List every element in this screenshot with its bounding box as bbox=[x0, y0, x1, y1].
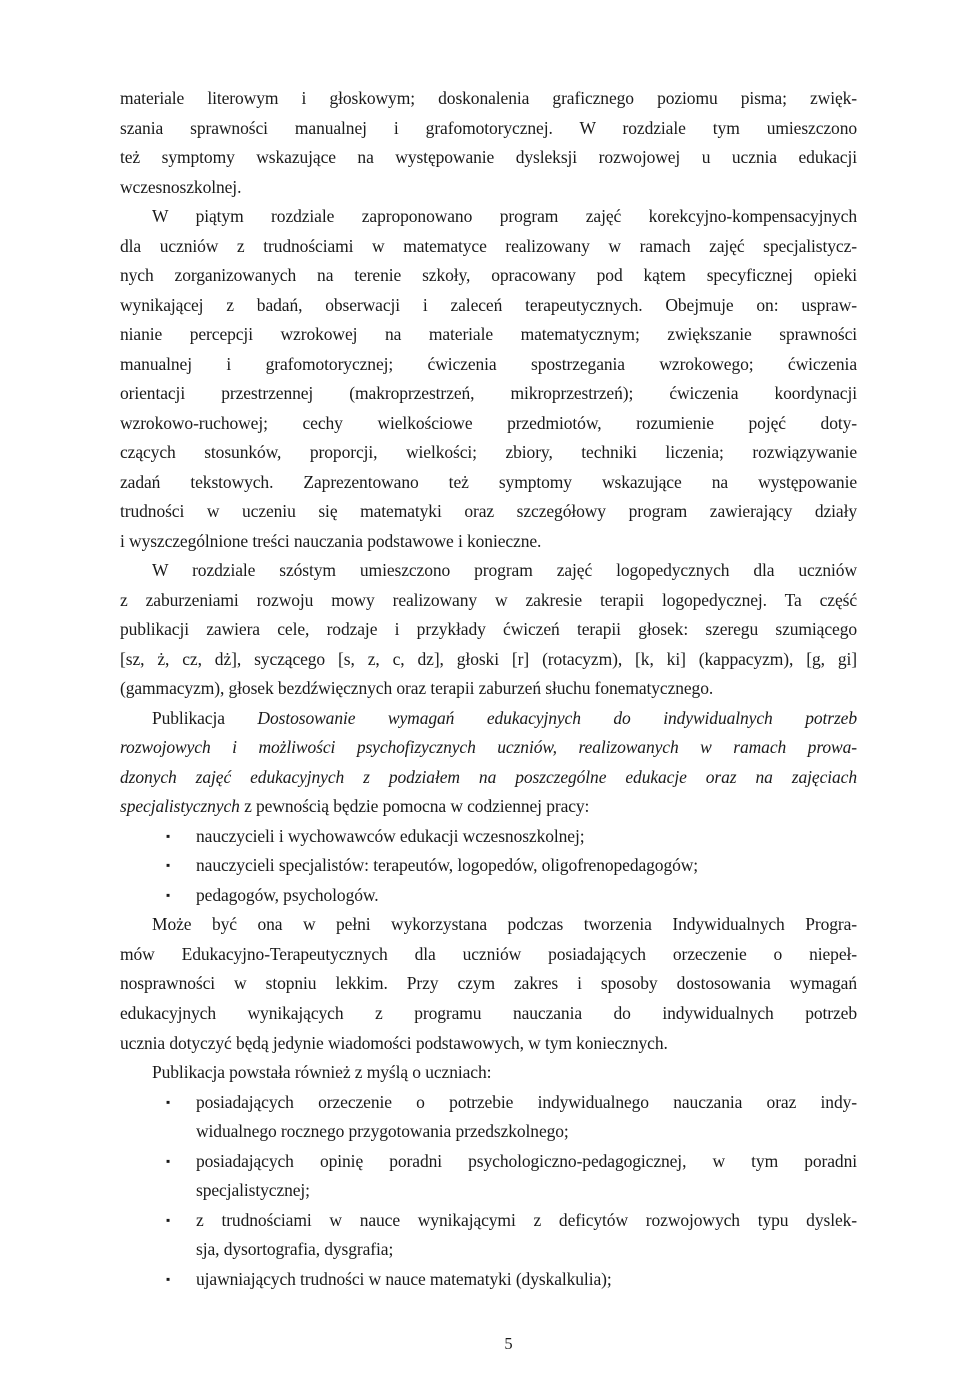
text-line bbox=[120, 173, 857, 203]
text-segment: i wyszczególnione treści nauczania podstawowe i konieczne. bbox=[120, 530, 542, 551]
text-line bbox=[120, 497, 857, 527]
text-segment: nauczycieli i wychowawców edukacji wczesnoszkolnej; bbox=[196, 825, 585, 846]
text-segment: wynikającej z badań, obserwacji i zaleceń terapeutycznych. Obejmuje on: uspraw- bbox=[120, 294, 857, 315]
text-segment: [sz, ż, cz, dż], syczącego [s, z, c, dz], głoski [r] (rotacyzm), [k, ki] (kappacyzm), [g, gi] bbox=[120, 648, 857, 669]
text-line bbox=[120, 1058, 857, 1088]
text-line bbox=[120, 379, 857, 409]
text-segment: posiadających opinię poradni psychologiczno-pedagogicznej, w tym poradni bbox=[196, 1150, 857, 1171]
text-segment: Może być ona w pełni wykorzystana podczas tworzenia Indywidualnych Progra- bbox=[152, 914, 857, 935]
text-line bbox=[120, 261, 857, 291]
text-segment: W piątym rozdziale zaproponowano program zajęć korekcyjno-kompensacyjnych bbox=[152, 206, 857, 227]
text-line bbox=[120, 1117, 857, 1147]
text-segment: nosprawności w stopniu lekkim. Przy czym zakres i sposoby dostosowania wymagań bbox=[120, 973, 857, 994]
bullet-square-icon: ▪ bbox=[166, 858, 171, 873]
text-segment-italic: Dostosowanie wymagań edukacyjnych do indywidualnych potrzeb bbox=[257, 707, 857, 728]
text-line bbox=[120, 556, 857, 586]
bullet-line bbox=[120, 822, 857, 852]
text-line bbox=[120, 320, 857, 350]
text-line bbox=[120, 291, 857, 321]
text-line bbox=[120, 527, 857, 557]
text-segment: orientacji przestrzennej (makroprzestrzeń, mikroprzestrzeń); ćwiczenia koordynacji bbox=[120, 383, 857, 404]
text-block bbox=[120, 84, 857, 1294]
text-segment: nych zorganizowanych na terenie szkoły, opracowany pod kątem specyficznej opieki bbox=[120, 265, 857, 286]
bullet-line bbox=[120, 1147, 857, 1177]
bullet-line bbox=[120, 881, 857, 911]
bullet-square-icon: ▪ bbox=[166, 1271, 171, 1286]
text-line bbox=[120, 999, 857, 1029]
text-line bbox=[120, 438, 857, 468]
text-line bbox=[120, 468, 857, 498]
text-segment: posiadających orzeczenie o potrzebie indywidualnego nauczania oraz indy- bbox=[196, 1091, 857, 1112]
text-line bbox=[120, 1176, 857, 1206]
bullet-square-icon: ▪ bbox=[166, 828, 171, 843]
text-line bbox=[120, 792, 857, 822]
text-segment: (gammacyzm), głosek bezdźwięcznych oraz terapii zaburzeń słuchu fonematycznego. bbox=[120, 678, 714, 699]
text-segment: trudności w uczeniu się matematyki oraz szczegółowy program zawierający działy bbox=[120, 501, 857, 522]
text-line bbox=[120, 409, 857, 439]
text-line bbox=[120, 586, 857, 616]
text-line bbox=[120, 763, 857, 793]
text-segment: mów Edukacyjno-Terapeutycznych dla uczniów posiadających orzeczenie o niepeł- bbox=[120, 943, 857, 964]
text-segment-italic: rozwojowych i możliwości psychofizycznych uczniów, realizowanych w ramach prowa- bbox=[120, 737, 857, 758]
text-segment: czących stosunków, proporcji, wielkości; zbiory, techniki liczenia; rozwiązywanie bbox=[120, 442, 857, 463]
text-line bbox=[120, 114, 857, 144]
text-line bbox=[120, 1029, 857, 1059]
text-segment: dla uczniów z trudnościami w matematyce realizowany w ramach zajęć specjalistycz- bbox=[120, 235, 857, 256]
text-line bbox=[120, 84, 857, 114]
bullet-line bbox=[120, 851, 857, 881]
text-line bbox=[120, 910, 857, 940]
text-segment-italic: dzonych zajęć edukacyjnych z podziałem na poszczególne edukacje oraz na zajęciach bbox=[120, 766, 857, 787]
text-segment: wczesnoszkolnej. bbox=[120, 176, 242, 197]
text-segment: ucznia dotyczyć będą jedynie wiadomości podstawowych, w tym koniecznych. bbox=[120, 1032, 668, 1053]
text-segment: specjalistycznej; bbox=[196, 1180, 310, 1201]
bullet-square-icon: ▪ bbox=[166, 887, 171, 902]
text-line bbox=[120, 350, 857, 380]
bullet-line bbox=[120, 1088, 857, 1118]
text-line bbox=[120, 232, 857, 262]
text-line bbox=[120, 674, 857, 704]
text-segment: manualnej i grafomotorycznej; ćwiczenia spostrzegania wzrokowego; ćwiczenia bbox=[120, 353, 857, 374]
text-segment: Publikacja bbox=[152, 707, 258, 728]
text-segment: ujawniających trudności w nauce matematyki (dyskalkulia); bbox=[196, 1268, 612, 1289]
text-line bbox=[120, 143, 857, 173]
bullet-line bbox=[120, 1206, 857, 1236]
text-segment: z pewnością będzie pomocna w codziennej pracy: bbox=[239, 796, 590, 817]
bullet-square-icon: ▪ bbox=[166, 1212, 171, 1227]
text-segment: pedagogów, psychologów. bbox=[196, 884, 379, 905]
bullet-square-icon: ▪ bbox=[166, 1153, 171, 1168]
text-segment: W rozdziale szóstym umieszczono program zajęć logopedycznych dla uczniów bbox=[152, 560, 857, 581]
text-segment: publikacji zawiera cele, rodzaje i przykłady ćwiczeń terapii głosek: szeregu szumiącego bbox=[120, 619, 857, 640]
text-line bbox=[120, 615, 857, 645]
text-line bbox=[120, 940, 857, 970]
text-line bbox=[120, 1235, 857, 1265]
text-segment-italic: specjalistycznych bbox=[120, 796, 240, 817]
text-segment: też symptomy wskazujące na występowanie dysleksji rozwojowej u ucznia edukacji bbox=[120, 147, 857, 168]
text-segment: edukacyjnych wynikających z programu nauczania do indywidualnych potrzeb bbox=[120, 1002, 857, 1023]
text-segment: wzrokowo-ruchowej; cechy wielkościowe przedmiotów, rozumienie pojęć doty- bbox=[120, 412, 857, 433]
bullet-line bbox=[120, 1265, 857, 1295]
text-segment: materiale literowym i głoskowym; doskonalenia graficznego poziomu pisma; zwięk- bbox=[120, 88, 857, 108]
text-segment: nauczycieli specjalistów: terapeutów, logopedów, oligofrenopedagogów; bbox=[196, 855, 699, 876]
text-segment: z zaburzeniami rozwoju mowy realizowany w zakresie terapii logopedycznej. Ta część bbox=[120, 589, 857, 610]
text-line bbox=[120, 733, 857, 763]
text-line bbox=[120, 704, 857, 734]
text-segment: zadań tekstowych. Zaprezentowano też symptomy wskazujące na występowanie bbox=[120, 471, 857, 492]
text-segment: sja, dysortografia, dysgrafia; bbox=[196, 1239, 394, 1260]
text-line bbox=[120, 202, 857, 232]
text-line bbox=[120, 969, 857, 999]
text-segment: widualnego rocznego przygotowania przedszkolnego; bbox=[196, 1121, 569, 1142]
text-segment: szania sprawności manualnej i grafomotorycznej. W rozdziale tym umieszczono bbox=[120, 117, 857, 138]
text-segment: z trudnościami w nauce wynikającymi z deficytów rozwojowych typu dyslek- bbox=[196, 1209, 857, 1230]
text-segment: Publikacja powstała również z myślą o uczniach: bbox=[152, 1062, 492, 1083]
text-segment: nianie percepcji wzrokowej na materiale matematycznym; zwiększanie sprawności bbox=[120, 324, 857, 345]
bullet-square-icon: ▪ bbox=[166, 1094, 171, 1109]
text-line bbox=[120, 645, 857, 675]
page-number: 5 bbox=[504, 1334, 513, 1353]
